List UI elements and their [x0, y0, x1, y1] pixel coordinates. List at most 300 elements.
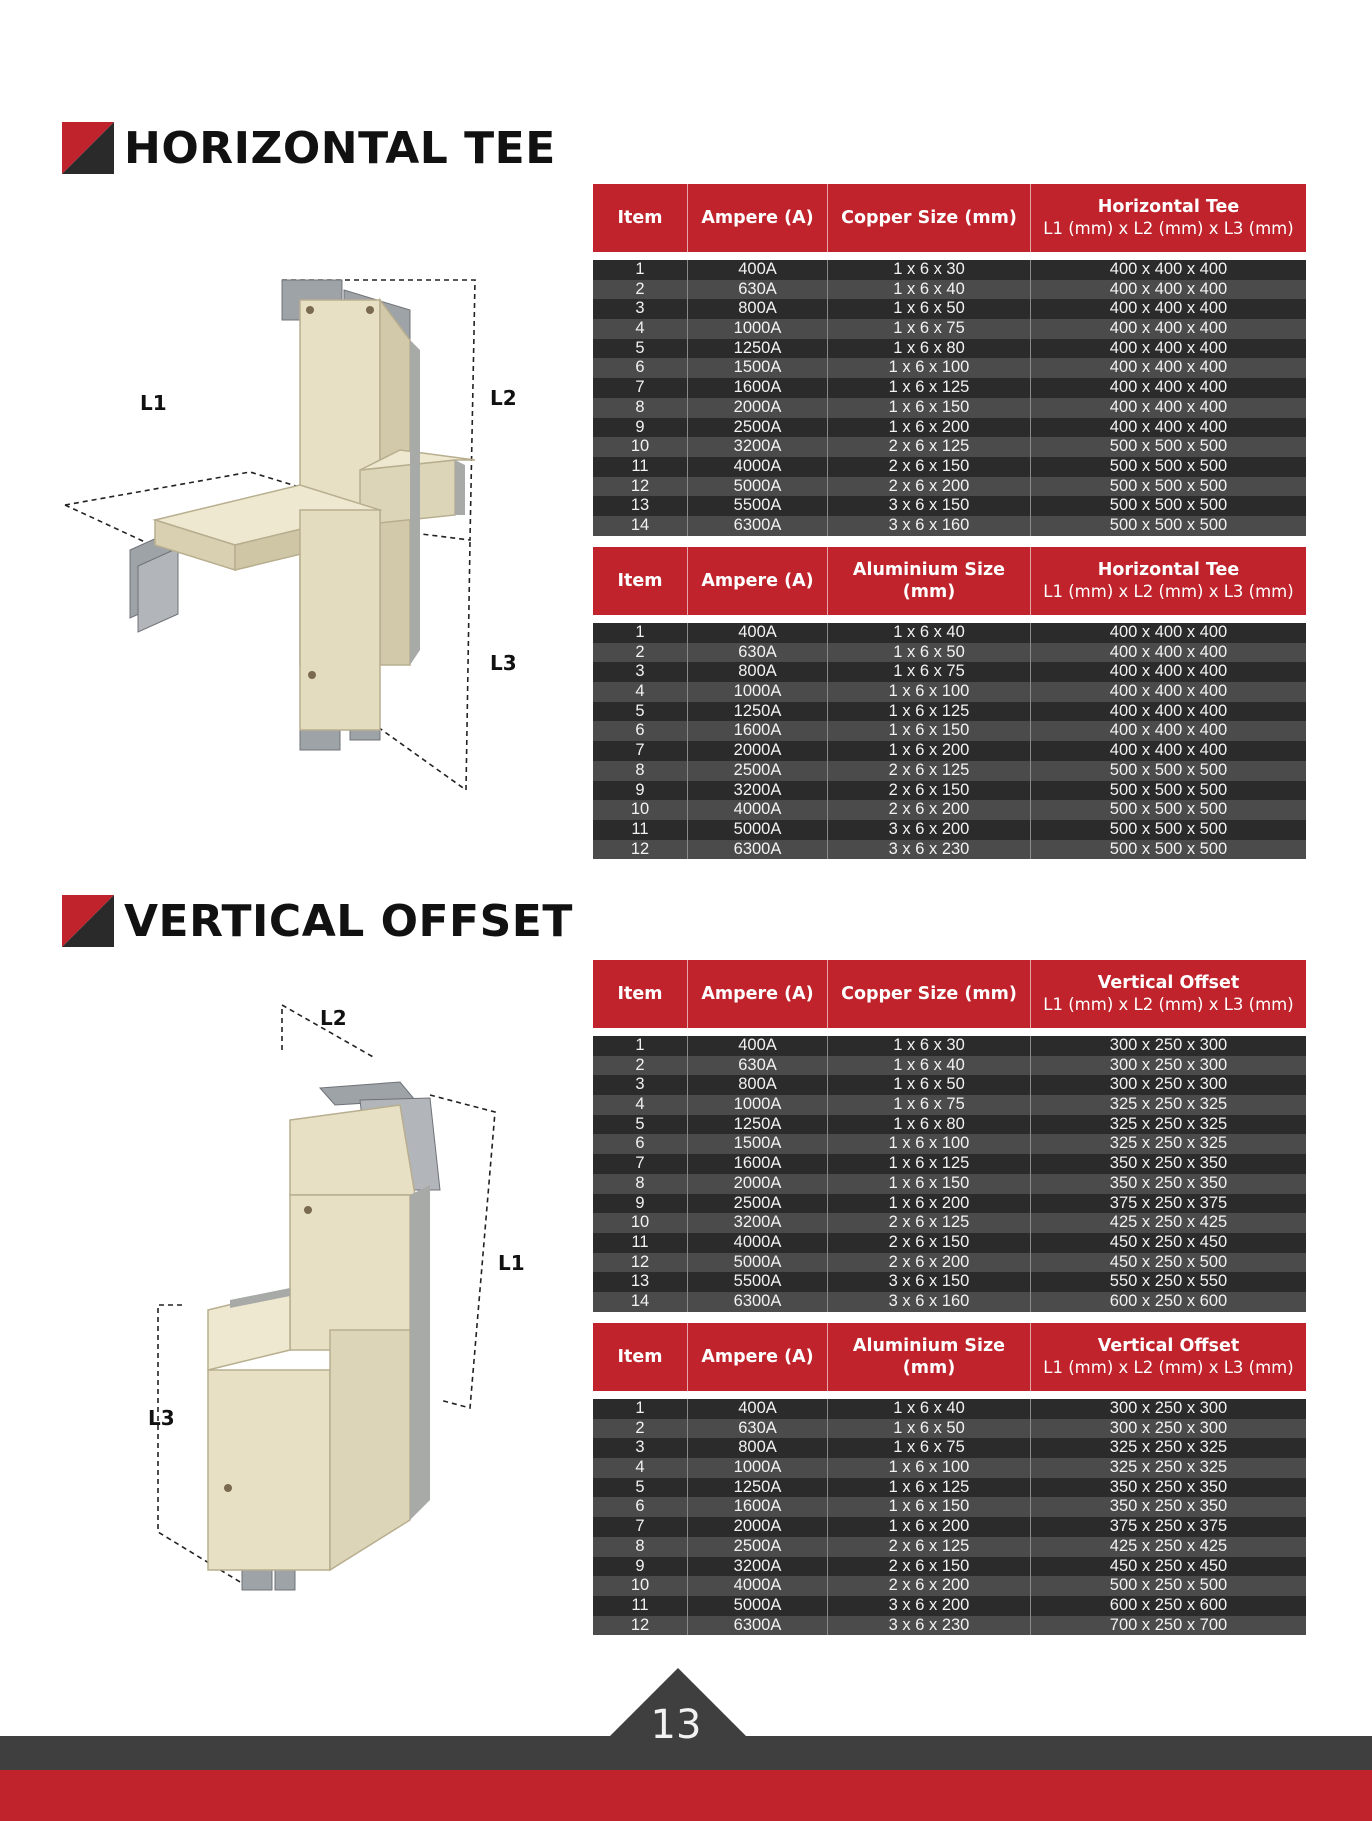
cell-size: 3 x 6 x 150 — [828, 496, 1031, 516]
cell-dimensions: 375 x 250 x 375 — [1109, 1517, 1228, 1536]
cell-size: 2 x 6 x 200 — [828, 800, 1031, 820]
cell-ampere: 400A — [688, 623, 828, 643]
cell-dimensions: 400 x 400 x 400 — [1109, 319, 1228, 338]
cell-dimensions: 400 x 400 x 400 — [1109, 417, 1228, 436]
cell-size: 1 x 6 x 75 — [828, 1438, 1031, 1458]
cell-item: 12 — [593, 1253, 688, 1273]
cell-ampere: 5500A — [688, 496, 828, 516]
cell-item: 6 — [593, 1497, 688, 1517]
cell-item: 11 — [593, 1596, 688, 1616]
header-size: Copper Size (mm) — [828, 960, 1031, 1028]
cell-item: 7 — [593, 741, 688, 761]
cell-size: 3 x 6 x 160 — [828, 516, 1031, 536]
cell-item: 6 — [593, 358, 688, 378]
cell-item: 12 — [593, 477, 688, 497]
table-row — [593, 1419, 1306, 1439]
table-row — [593, 358, 1306, 378]
cell-item: 5 — [593, 339, 688, 359]
cell-dimensions: 400 x 400 x 400 — [1109, 623, 1228, 641]
table-row — [593, 1115, 1306, 1135]
cell-ampere: 6300A — [688, 1292, 828, 1312]
cell-ampere: 1600A — [688, 721, 828, 741]
cell-ampere: 4000A — [688, 1233, 828, 1253]
table-body — [593, 1036, 1306, 1312]
table-row — [593, 1154, 1306, 1174]
section-badge-icon — [62, 895, 114, 947]
header-dimensions — [1031, 184, 1306, 252]
cell-size: 2 x 6 x 125 — [828, 761, 1031, 781]
dimension-label-l1: L1 — [498, 1251, 525, 1275]
cell-item: 4 — [593, 1095, 688, 1115]
cell-ampere: 1000A — [688, 682, 828, 702]
cell-dimensions: 400 x 400 x 400 — [1109, 701, 1228, 720]
cell-dimensions: 400 x 400 x 400 — [1109, 642, 1228, 661]
cell-size: 3 x 6 x 150 — [828, 1272, 1031, 1292]
cell-size: 1 x 6 x 50 — [828, 1075, 1031, 1095]
cell-size: 3 x 6 x 160 — [828, 1292, 1031, 1312]
cell-item: 8 — [593, 398, 688, 418]
table-row — [593, 1478, 1306, 1498]
cell-ampere: 400A — [688, 260, 828, 280]
cell-dimensions: 500 x 500 x 500 — [1109, 476, 1228, 495]
cell-item: 1 — [593, 623, 688, 643]
table-row — [593, 800, 1306, 820]
cell-dimensions: 400 x 400 x 400 — [1109, 741, 1228, 760]
cell-item: 1 — [593, 1399, 688, 1419]
cell-item: 13 — [593, 1272, 688, 1292]
cell-dimensions: 300 x 250 x 300 — [1109, 1418, 1228, 1437]
cell-size: 1 x 6 x 150 — [828, 1174, 1031, 1194]
table-row — [593, 1458, 1306, 1478]
cell-size: 2 x 6 x 150 — [828, 1233, 1031, 1253]
table-row — [593, 1438, 1306, 1458]
cell-dimensions: 400 x 400 x 400 — [1109, 299, 1228, 318]
cell-dimensions: 350 x 250 x 350 — [1109, 1477, 1228, 1496]
cell-dimensions: 550 x 250 x 550 — [1109, 1272, 1228, 1291]
cell-ampere: 2500A — [688, 1537, 828, 1557]
table-row — [593, 398, 1306, 418]
cell-dimensions: 375 x 250 x 375 — [1109, 1193, 1228, 1212]
cell-ampere: 2500A — [688, 761, 828, 781]
cell-ampere: 630A — [688, 1056, 828, 1076]
cell-size: 2 x 6 x 200 — [828, 477, 1031, 497]
cell-size: 1 x 6 x 40 — [828, 1056, 1031, 1076]
cell-ampere: 3200A — [688, 781, 828, 801]
cell-item: 3 — [593, 299, 688, 319]
cell-ampere: 2500A — [688, 1194, 828, 1214]
header-dim-title: Vertical Offset — [1097, 973, 1240, 993]
cell-size: 1 x 6 x 100 — [828, 1458, 1031, 1478]
header-ampere: Ampere (A) — [688, 547, 828, 615]
cell-size: 2 x 6 x 125 — [828, 1537, 1031, 1557]
table-row — [593, 702, 1306, 722]
cell-dimensions: 425 x 250 x 425 — [1109, 1536, 1228, 1555]
table-body — [593, 1399, 1306, 1635]
cell-size: 2 x 6 x 150 — [828, 457, 1031, 477]
header-dim-title: Horizontal Tee — [1097, 560, 1240, 580]
cell-dimensions: 400 x 400 x 400 — [1109, 260, 1228, 278]
table-row — [593, 682, 1306, 702]
table-row — [593, 1497, 1306, 1517]
cell-ampere: 1250A — [688, 1115, 828, 1135]
cell-dimensions: 325 x 250 x 325 — [1109, 1095, 1228, 1114]
cell-size: 2 x 6 x 125 — [828, 437, 1031, 457]
table-row — [593, 1272, 1306, 1292]
header-ampere: Ampere (A) — [688, 960, 828, 1028]
header-dim-title: Horizontal Tee — [1097, 197, 1240, 217]
table-row — [593, 1616, 1306, 1636]
cell-dimensions: 500 x 500 x 500 — [1109, 819, 1228, 838]
cell-size: 1 x 6 x 100 — [828, 1134, 1031, 1154]
cell-item: 5 — [593, 1478, 688, 1498]
header-item: Item — [593, 960, 688, 1028]
cell-dimensions: 500 x 500 x 500 — [1109, 780, 1228, 799]
table-row — [593, 1213, 1306, 1233]
table-row — [593, 457, 1306, 477]
cell-ampere: 5000A — [688, 1596, 828, 1616]
cell-size: 2 x 6 x 125 — [828, 1213, 1031, 1233]
dimension-label-l3: L3 — [148, 1406, 175, 1430]
cell-item: 12 — [593, 840, 688, 860]
copper-table-vertical-offset — [593, 960, 1306, 1312]
table-row — [593, 1557, 1306, 1577]
table-row — [593, 1174, 1306, 1194]
table-row — [593, 643, 1306, 663]
cell-ampere: 800A — [688, 1075, 828, 1095]
cell-dimensions: 350 x 250 x 350 — [1109, 1497, 1228, 1516]
cell-ampere: 1500A — [688, 358, 828, 378]
cell-item: 9 — [593, 781, 688, 801]
cell-item: 7 — [593, 1517, 688, 1537]
cell-ampere: 5000A — [688, 1253, 828, 1273]
table-row — [593, 761, 1306, 781]
cell-size: 1 x 6 x 50 — [828, 643, 1031, 663]
cell-size: 3 x 6 x 200 — [828, 820, 1031, 840]
table-row — [593, 516, 1306, 536]
cell-size: 1 x 6 x 150 — [828, 1497, 1031, 1517]
table-row — [593, 1036, 1306, 1056]
cell-size: 1 x 6 x 75 — [828, 662, 1031, 682]
cell-ampere: 4000A — [688, 800, 828, 820]
cell-item: 3 — [593, 1075, 688, 1095]
table-row — [593, 1056, 1306, 1076]
cell-ampere: 3200A — [688, 437, 828, 457]
header-size: Copper Size (mm) — [828, 184, 1031, 252]
table-row — [593, 840, 1306, 860]
cell-ampere: 1000A — [688, 1458, 828, 1478]
cell-size: 1 x 6 x 50 — [828, 1419, 1031, 1439]
table-row — [593, 1134, 1306, 1154]
cell-size: 3 x 6 x 230 — [828, 1616, 1031, 1636]
cell-item: 13 — [593, 496, 688, 516]
cell-size: 1 x 6 x 200 — [828, 1194, 1031, 1214]
table-row — [593, 299, 1306, 319]
cell-item: 5 — [593, 1115, 688, 1135]
table-row — [593, 662, 1306, 682]
cell-size: 1 x 6 x 40 — [828, 1399, 1031, 1419]
cell-dimensions: 325 x 250 x 325 — [1109, 1438, 1228, 1457]
cell-dimensions: 400 x 400 x 400 — [1109, 682, 1228, 701]
table-row — [593, 339, 1306, 359]
cell-dimensions: 500 x 500 x 500 — [1109, 437, 1228, 456]
cell-size: 1 x 6 x 30 — [828, 260, 1031, 280]
cell-dimensions: 350 x 250 x 350 — [1109, 1154, 1228, 1173]
header-size: Aluminium Size (mm) — [828, 547, 1031, 615]
cell-dimensions: 300 x 250 x 300 — [1109, 1075, 1228, 1094]
horizontal-tee-illustration — [60, 270, 580, 790]
cell-item: 9 — [593, 1557, 688, 1577]
cell-item: 9 — [593, 418, 688, 438]
cell-item: 11 — [593, 820, 688, 840]
table-header — [593, 184, 1306, 252]
cell-dimensions: 700 x 250 x 700 — [1109, 1615, 1228, 1634]
cell-size: 1 x 6 x 150 — [828, 721, 1031, 741]
cell-ampere: 630A — [688, 280, 828, 300]
header-size: Aluminium Size (mm) — [828, 1323, 1031, 1391]
header-dimensions — [1031, 547, 1306, 615]
cell-dimensions: 450 x 250 x 450 — [1109, 1232, 1228, 1251]
table-row — [593, 1517, 1306, 1537]
table-row — [593, 1233, 1306, 1253]
cell-ampere: 400A — [688, 1399, 828, 1419]
cell-dimensions: 300 x 250 x 300 — [1109, 1055, 1228, 1074]
cell-ampere: 2000A — [688, 1517, 828, 1537]
cell-dimensions: 300 x 250 x 300 — [1109, 1036, 1228, 1054]
cell-dimensions: 400 x 400 x 400 — [1109, 279, 1228, 298]
table-row — [593, 496, 1306, 516]
cell-item: 8 — [593, 761, 688, 781]
section-title: HORIZONTAL TEE — [124, 122, 556, 174]
cell-dimensions: 600 x 250 x 600 — [1109, 1595, 1228, 1614]
cell-item: 10 — [593, 800, 688, 820]
aluminium-table-vertical-offset — [593, 1323, 1306, 1635]
cell-ampere: 1250A — [688, 1478, 828, 1498]
cell-item: 4 — [593, 319, 688, 339]
cell-dimensions: 500 x 500 x 500 — [1109, 456, 1228, 475]
table-header — [593, 1323, 1306, 1391]
header-item: Item — [593, 1323, 688, 1391]
header-item: Item — [593, 184, 688, 252]
table-row — [593, 721, 1306, 741]
cell-ampere: 4000A — [688, 457, 828, 477]
cell-dimensions: 400 x 400 x 400 — [1109, 338, 1228, 357]
copper-table-horizontal-tee — [593, 184, 1306, 536]
cell-size: 1 x 6 x 80 — [828, 339, 1031, 359]
cell-ampere: 5000A — [688, 477, 828, 497]
table-row — [593, 781, 1306, 801]
cell-item: 4 — [593, 682, 688, 702]
cell-ampere: 800A — [688, 662, 828, 682]
cell-size: 1 x 6 x 75 — [828, 319, 1031, 339]
cell-dimensions: 400 x 400 x 400 — [1109, 358, 1228, 377]
cell-ampere: 2000A — [688, 398, 828, 418]
cell-dimensions: 500 x 250 x 500 — [1109, 1576, 1228, 1595]
cell-size: 3 x 6 x 200 — [828, 1596, 1031, 1616]
header-dim-title: Vertical Offset — [1097, 1336, 1240, 1356]
cell-size: 1 x 6 x 125 — [828, 1478, 1031, 1498]
cell-size: 1 x 6 x 50 — [828, 299, 1031, 319]
cell-ampere: 800A — [688, 299, 828, 319]
cell-item: 10 — [593, 1213, 688, 1233]
cell-dimensions: 400 x 400 x 400 — [1109, 378, 1228, 397]
cell-ampere: 5500A — [688, 1272, 828, 1292]
section-heading-horizontal-tee — [62, 122, 556, 174]
table-row — [593, 1194, 1306, 1214]
table-body — [593, 623, 1306, 859]
table-row — [593, 319, 1306, 339]
table-row — [593, 477, 1306, 497]
cell-item: 5 — [593, 702, 688, 722]
cell-dimensions: 500 x 500 x 500 — [1109, 515, 1228, 534]
cell-dimensions: 425 x 250 x 425 — [1109, 1213, 1228, 1232]
cell-size: 2 x 6 x 150 — [828, 781, 1031, 801]
cell-ampere: 800A — [688, 1438, 828, 1458]
cell-ampere: 1600A — [688, 378, 828, 398]
cell-item: 10 — [593, 1576, 688, 1596]
cell-size: 2 x 6 x 200 — [828, 1576, 1031, 1596]
dimension-label-l3: L3 — [490, 651, 517, 675]
cell-item: 12 — [593, 1616, 688, 1636]
cell-ampere: 1250A — [688, 339, 828, 359]
table-row — [593, 280, 1306, 300]
cell-size: 1 x 6 x 125 — [828, 702, 1031, 722]
table-row — [593, 820, 1306, 840]
cell-item: 14 — [593, 516, 688, 536]
dimension-label-l2: L2 — [490, 386, 517, 410]
cell-ampere: 1500A — [688, 1134, 828, 1154]
cell-dimensions: 325 x 250 x 325 — [1109, 1114, 1228, 1133]
cell-size: 1 x 6 x 40 — [828, 623, 1031, 643]
cell-ampere: 1600A — [688, 1497, 828, 1517]
cell-ampere: 4000A — [688, 1576, 828, 1596]
cell-ampere: 1600A — [688, 1154, 828, 1174]
cell-item: 8 — [593, 1174, 688, 1194]
table-row — [593, 437, 1306, 457]
cell-item: 7 — [593, 1154, 688, 1174]
table-row — [593, 741, 1306, 761]
cell-item: 2 — [593, 1419, 688, 1439]
table-row — [593, 418, 1306, 438]
cell-item: 6 — [593, 721, 688, 741]
cell-size: 1 x 6 x 200 — [828, 418, 1031, 438]
header-dim-sub: L1 (mm) x L2 (mm) x L3 (mm) — [1043, 582, 1294, 601]
cell-size: 1 x 6 x 100 — [828, 358, 1031, 378]
cell-dimensions: 350 x 250 x 350 — [1109, 1173, 1228, 1192]
cell-dimensions: 500 x 500 x 500 — [1109, 496, 1228, 515]
cell-item: 3 — [593, 1438, 688, 1458]
cell-size: 1 x 6 x 150 — [828, 398, 1031, 418]
cell-ampere: 5000A — [688, 820, 828, 840]
cell-item: 2 — [593, 280, 688, 300]
cell-ampere: 400A — [688, 1036, 828, 1056]
table-body — [593, 260, 1306, 536]
cell-ampere: 2500A — [688, 418, 828, 438]
header-dimensions — [1031, 960, 1306, 1028]
table-row — [593, 1596, 1306, 1616]
cell-item: 11 — [593, 457, 688, 477]
table-row — [593, 1292, 1306, 1312]
dimension-label-l2: L2 — [320, 1006, 347, 1030]
header-dimensions — [1031, 1323, 1306, 1391]
table-row — [593, 260, 1306, 280]
cell-ampere: 1000A — [688, 319, 828, 339]
cell-ampere: 2000A — [688, 741, 828, 761]
table-row — [593, 1095, 1306, 1115]
cell-ampere: 6300A — [688, 1616, 828, 1636]
table-row — [593, 1399, 1306, 1419]
aluminium-table-horizontal-tee — [593, 547, 1306, 859]
cell-dimensions: 600 x 250 x 600 — [1109, 1291, 1228, 1310]
cell-size: 1 x 6 x 80 — [828, 1115, 1031, 1135]
cell-item: 1 — [593, 1036, 688, 1056]
section-badge-icon — [62, 122, 114, 174]
cell-dimensions: 400 x 400 x 400 — [1109, 397, 1228, 416]
cell-dimensions: 450 x 250 x 450 — [1109, 1556, 1228, 1575]
cell-item: 2 — [593, 643, 688, 663]
header-item: Item — [593, 547, 688, 615]
cell-dimensions: 325 x 250 x 325 — [1109, 1134, 1228, 1153]
cell-dimensions: 300 x 250 x 300 — [1109, 1399, 1228, 1417]
header-dim-sub: L1 (mm) x L2 (mm) x L3 (mm) — [1043, 219, 1294, 238]
cell-dimensions: 500 x 500 x 500 — [1109, 800, 1228, 819]
cell-item: 10 — [593, 437, 688, 457]
cell-item: 9 — [593, 1194, 688, 1214]
header-ampere: Ampere (A) — [688, 184, 828, 252]
cell-item: 8 — [593, 1537, 688, 1557]
cell-ampere: 630A — [688, 643, 828, 663]
cell-ampere: 6300A — [688, 840, 828, 860]
table-header — [593, 960, 1306, 1028]
vertical-offset-illustration — [130, 1000, 530, 1620]
dimension-label-l1: L1 — [140, 391, 167, 415]
cell-size: 2 x 6 x 200 — [828, 1253, 1031, 1273]
cell-ampere: 6300A — [688, 516, 828, 536]
header-ampere: Ampere (A) — [688, 1323, 828, 1391]
cell-size: 1 x 6 x 100 — [828, 682, 1031, 702]
section-heading-vertical-offset — [62, 895, 573, 947]
cell-ampere: 630A — [688, 1419, 828, 1439]
cell-item: 2 — [593, 1056, 688, 1076]
cell-dimensions: 400 x 400 x 400 — [1109, 721, 1228, 740]
table-row — [593, 623, 1306, 643]
cell-dimensions: 450 x 250 x 500 — [1109, 1252, 1228, 1271]
cell-ampere: 1000A — [688, 1095, 828, 1115]
cell-ampere: 3200A — [688, 1557, 828, 1577]
table-row — [593, 1537, 1306, 1557]
cell-size: 1 x 6 x 30 — [828, 1036, 1031, 1056]
section-title: VERTICAL OFFSET — [124, 895, 573, 947]
cell-size: 3 x 6 x 230 — [828, 840, 1031, 860]
header-dim-sub: L1 (mm) x L2 (mm) x L3 (mm) — [1043, 1358, 1294, 1377]
table-header — [593, 547, 1306, 615]
footer-band-red — [0, 1770, 1372, 1821]
cell-size: 1 x 6 x 40 — [828, 280, 1031, 300]
cell-ampere: 3200A — [688, 1213, 828, 1233]
cell-size: 1 x 6 x 200 — [828, 741, 1031, 761]
cell-size: 2 x 6 x 150 — [828, 1557, 1031, 1577]
cell-ampere: 2000A — [688, 1174, 828, 1194]
cell-ampere: 1250A — [688, 702, 828, 722]
header-dim-sub: L1 (mm) x L2 (mm) x L3 (mm) — [1043, 995, 1294, 1014]
cell-dimensions: 325 x 250 x 325 — [1109, 1458, 1228, 1477]
cell-size: 1 x 6 x 75 — [828, 1095, 1031, 1115]
cell-item: 1 — [593, 260, 688, 280]
cell-size: 1 x 6 x 200 — [828, 1517, 1031, 1537]
cell-size: 1 x 6 x 125 — [828, 378, 1031, 398]
table-row — [593, 1576, 1306, 1596]
table-row — [593, 1075, 1306, 1095]
table-row — [593, 378, 1306, 398]
